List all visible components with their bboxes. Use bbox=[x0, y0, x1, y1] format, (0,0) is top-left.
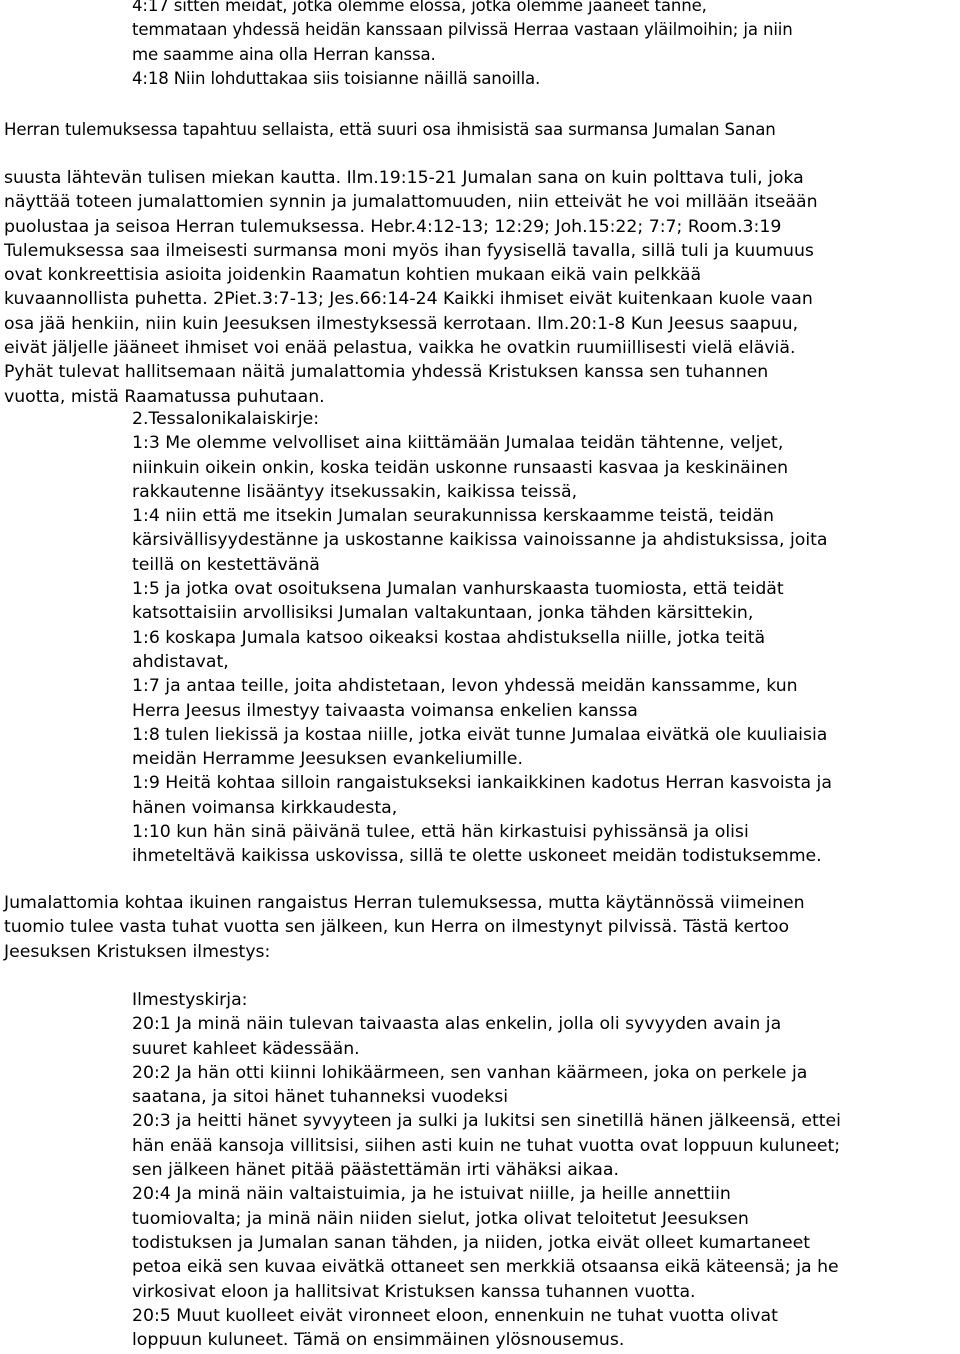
text-line: sen jälkeen hänet pitää päästettämän irti vähäksi aikaa. bbox=[132, 1160, 619, 1181]
text-line: 1:7 ja antaa teille, joita ahdistetaan, levon yhdessä meidän kanssamme, kun bbox=[132, 676, 798, 697]
text-line: teillä on kestettävänä bbox=[132, 554, 320, 575]
text-line: kärsivällisyydestänne ja uskostanne kaikissa vainoissanne ja ahdistuksissa, joita bbox=[132, 530, 828, 551]
text-line: rakkautenne lisääntyy itsekussakin, kaikissa teissä, bbox=[132, 481, 578, 502]
quote-heading: Ilmestyskirja: bbox=[132, 990, 248, 1010]
text-line: 20:1 Ja minä näin tulevan taivaasta alas enkelin, jolla oli syvyyden avain ja bbox=[132, 1014, 782, 1035]
text-line: 4:18 Niin lohduttakaa siis toisianne näillä sanoilla. bbox=[132, 68, 541, 88]
quote-heading: 2.Tessalonikalaiskirje: bbox=[132, 409, 320, 429]
text-line: puolustaa ja seisoa Herran tulemuksessa. Hebr.4:12-13; 12:29; Joh.15:22; 7:7; Room.3:19 bbox=[4, 216, 782, 237]
text-line: suuret kahleet kädessään. bbox=[132, 1038, 360, 1059]
text-line: kuvaannollista puhetta. 2Piet.3:7-13; Jes.66:14-24 Kaikki ihmiset eivät kuitenkaan kuole vaan bbox=[4, 289, 813, 310]
text-line: todistuksen ja Jumalan sanan tähden, ja niiden, jotka eivät olleet kumartaneet bbox=[132, 1232, 811, 1253]
text-line: temmataan yhdessä heidän kanssaan pilvissä Herraa vastaan yläilmoihin; ja niin bbox=[132, 20, 793, 40]
text-line: niinkuin oikein onkin, koska teidän uskonne runsaasti kasvaa ja keskinäinen bbox=[132, 457, 789, 478]
commentary-paragraph-body bbox=[4, 166, 818, 409]
text-line: ahdistavat, bbox=[132, 651, 229, 672]
text-line: 4:17 sitten meidät, jotka olemme elossa, jotka olemme jääneet tänne, bbox=[132, 0, 707, 15]
text-line: 1:8 tulen liekissä ja kostaa niille, jotka eivät tunne Jumalaa eivätkä ole kuuliaisia bbox=[132, 724, 828, 745]
text-line: hän enää kansoja villitsisi, siihen asti kuin ne tuhat vuotta ovat loppuun kuluneet; bbox=[132, 1135, 841, 1156]
text-line: vuotta, mistä Raamatussa puhutaan. bbox=[4, 386, 325, 407]
text-line: 20:2 Ja hän otti kiinni lohikäärmeen, sen vanhan käärmeen, joka on perkele ja bbox=[132, 1062, 808, 1083]
text-line: 1:4 niin että me itsekin Jumalan seurakunnissa kerskaamme teistä, teidän bbox=[132, 506, 774, 527]
text-line: 20:5 Muut kuolleet eivät vironneet eloon, ennenkuin ne tuhat vuotta olivat bbox=[132, 1305, 778, 1326]
commentary-paragraph-judgment bbox=[4, 891, 805, 964]
text-line: Jumalattomia kohtaa ikuinen rangaistus Herran tulemuksessa, mutta käytännössä viimeinen bbox=[4, 893, 805, 913]
text-line: 1:5 ja jotka ovat osoituksena Jumalan vanhurskaasta tuomiosta, että teidät bbox=[132, 579, 784, 600]
text-line: 1:10 kun hän sinä päivänä tulee, että hän kirkastuisi pyhissänsä ja olisi bbox=[132, 822, 749, 843]
text-line: 1:3 Me olemme velvolliset aina kiittämään Jumalaa teidän tähtenne, veljet, bbox=[132, 433, 784, 454]
text-line: ovat konkreettisia asioita joidenkin Raamatun kohtien mukaan eikä vain pelkkää bbox=[4, 265, 702, 286]
text-line: meidän Herramme Jeesuksen evankeliumille. bbox=[132, 749, 523, 770]
text-line: Herran tulemuksessa tapahtuu sellaista, että suuri osa ihmisistä saa surmansa Jumalan Sanan bbox=[4, 120, 776, 139]
text-line: loppuun kuluneet. Tämä on ensimmäinen ylösnousemus. bbox=[132, 1330, 625, 1351]
text-line: Pyhät tulevat hallitsemaan näitä jumalattomia yhdessä Kristuksen kanssa sen tuhannen bbox=[4, 362, 769, 383]
text-line: osa jää henkiin, niin kuin Jeesuksen ilmestyksessä kerrotaan. Ilm.20:1-8 Kun Jeesus saapuu, bbox=[4, 313, 799, 334]
text-line: Jeesuksen Kristuksen ilmestys: bbox=[4, 941, 271, 962]
text-line: Herra Jeesus ilmestyy taivaasta voimansa enkelien kanssa bbox=[132, 700, 638, 721]
text-line: saatana, ja sitoi hänet tuhanneksi vuodeksi bbox=[132, 1087, 509, 1108]
text-line: 20:3 ja heitti hänet syvyyteen ja sulki ja lukitsi sen sinetillä hänen jälkeensä, ettei bbox=[132, 1111, 841, 1132]
text-line: 20:4 Ja minä näin valtaistuimia, ja he istuivat niille, ja heille annettiin bbox=[132, 1184, 731, 1205]
scripture-quote-thessalonians-1 bbox=[132, 0, 793, 91]
commentary-paragraph-intro bbox=[4, 118, 776, 142]
text-line: tuomio tulee vasta tuhat vuotta sen jälkeen, kun Herra on ilmestynyt pilvissä. Tästä kertoo bbox=[4, 917, 790, 938]
text-line: me saamme aina olla Herran kanssa. bbox=[132, 44, 436, 64]
scripture-quote-thessalonians-2 bbox=[132, 407, 832, 869]
text-line: eivät jäljelle jääneet ihmiset voi enää pelastua, vaikka he ovatkin ruumiillisesti vielä eläviä. bbox=[4, 338, 796, 359]
text-line: 1:6 koskapa Jumala katsoo oikeaksi kostaa ahdistuksella niille, jotka teitä bbox=[132, 627, 766, 648]
text-line: ihmeteltävä kaikissa uskovissa, sillä te olette uskoneet meidän todistuksemme. bbox=[132, 846, 822, 867]
text-line: näyttää toteen jumalattomien synnin ja jumalattomuuden, niin etteivät he voi millään itseään bbox=[4, 192, 818, 213]
text-line: suusta lähtevän tulisen miekan kautta. Ilm.19:15-21 Jumalan sana on kuin polttava tuli, joka bbox=[4, 168, 804, 188]
text-line: hänen voimansa kirkkaudesta, bbox=[132, 797, 398, 818]
text-line: katsottaisiin arvollisiksi Jumalan valtakuntaan, jonka tähden kärsittekin, bbox=[132, 603, 754, 624]
text-line: tuomiovalta; ja minä näin niiden sielut, jotka olivat teloitetut Jeesuksen bbox=[132, 1208, 749, 1229]
text-line: virkosivat eloon ja hallitsivat Kristuksen kanssa tuhannen vuotta. bbox=[132, 1281, 696, 1302]
text-line: Tulemuksessa saa ilmeisesti surmansa moni myös ihan fyysisellä tavalla, sillä tuli ja kuumuus bbox=[4, 240, 814, 261]
text-line: petoa eikä sen kuvaa eivätkä ottaneet sen merkkiä otsaansa eikä käteensä; ja he bbox=[132, 1257, 839, 1278]
text-line: 1:9 Heitä kohtaa silloin rangaistukseksi iankaikkinen kadotus Herran kasvoista ja bbox=[132, 773, 832, 794]
scripture-quote-revelation bbox=[132, 988, 841, 1352]
